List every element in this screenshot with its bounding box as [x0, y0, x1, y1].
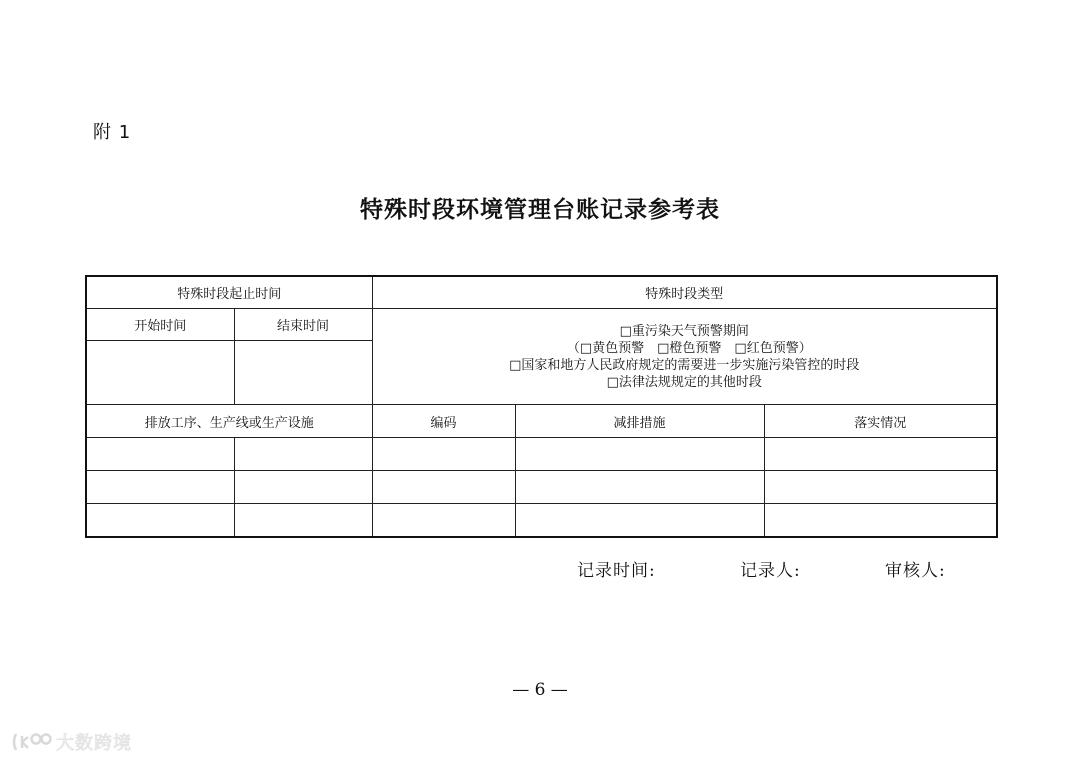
measures-cell[interactable] — [515, 504, 764, 538]
column-header-code: 编码 — [372, 405, 515, 438]
header-type: 特殊时段类型 — [372, 276, 997, 309]
code-cell[interactable] — [372, 504, 515, 538]
column-header-measures: 减排措施 — [515, 405, 764, 438]
start-time-value[interactable] — [86, 341, 234, 405]
watermark-logo-icon — [8, 728, 52, 756]
column-header-implementation: 落实情况 — [764, 405, 997, 438]
type-options-cell — [372, 309, 997, 405]
type-option-heavy-pollution[interactable]: □重污染天气预警期间 — [619, 323, 749, 339]
implementation-cell[interactable] — [764, 471, 997, 504]
facility-cell-a[interactable] — [86, 471, 234, 504]
code-cell[interactable] — [372, 471, 515, 504]
facility-cell-b[interactable] — [234, 504, 372, 538]
watermark-text: 大数跨境 — [56, 733, 132, 754]
facility-cell-a[interactable] — [86, 504, 234, 538]
end-time-label: 结束时间 — [234, 309, 372, 341]
type-option-legal-other[interactable]: □法律法规规定的其他时段 — [606, 374, 762, 390]
end-time-value[interactable] — [234, 341, 372, 405]
watermark — [8, 728, 132, 756]
document-title: 特殊时段环境管理台账记录参考表 — [360, 196, 720, 223]
column-header-facility: 排放工序、生产线或生产设施 — [86, 405, 372, 438]
recorder-label: 记录人: — [740, 561, 801, 581]
start-time-label: 开始时间 — [86, 309, 234, 341]
record-time-label: 记录时间: — [577, 561, 656, 581]
table-row — [86, 504, 997, 538]
implementation-cell[interactable] — [764, 438, 997, 471]
measures-cell[interactable] — [515, 438, 764, 471]
table-row — [86, 438, 997, 471]
facility-cell-b[interactable] — [234, 438, 372, 471]
header-period: 特殊时段起止时间 — [86, 276, 372, 309]
code-cell[interactable] — [372, 438, 515, 471]
page-number: — 6 — — [512, 680, 568, 700]
table-row — [86, 471, 997, 504]
implementation-cell[interactable] — [764, 504, 997, 538]
type-option-warning-levels[interactable]: （□黄色预警 □橙色预警 □红色预警） — [566, 340, 812, 356]
reviewer-label: 审核人: — [885, 561, 946, 581]
ledger-table — [85, 275, 998, 538]
annex-label: 附 1 — [93, 122, 132, 143]
type-option-government-control[interactable]: □国家和地方人民政府规定的需要进一步实施污染管控的时段 — [509, 357, 860, 373]
facility-cell-a[interactable] — [86, 438, 234, 471]
facility-cell-b[interactable] — [234, 471, 372, 504]
measures-cell[interactable] — [515, 471, 764, 504]
